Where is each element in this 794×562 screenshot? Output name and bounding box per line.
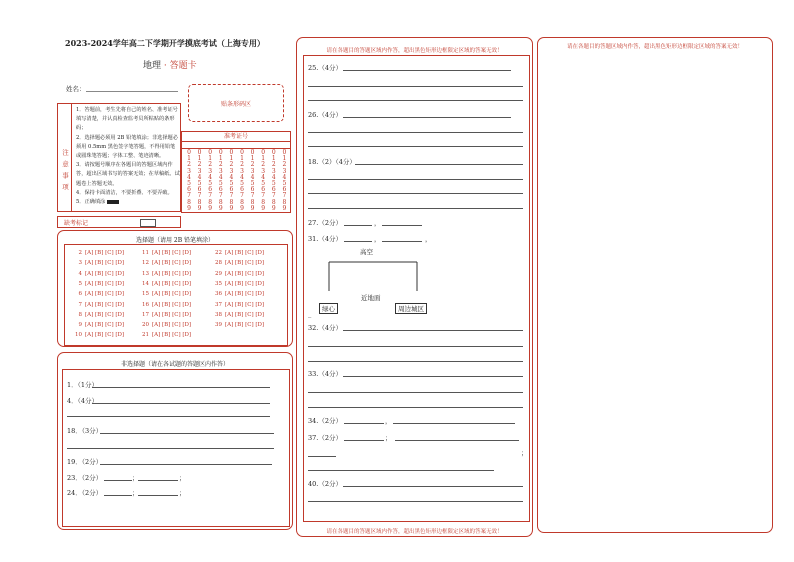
ticket-digit-bubble[interactable]: 5 — [282, 180, 287, 188]
ticket-digit-bubble[interactable]: 6 — [197, 186, 202, 194]
ticket-digit-bubble[interactable]: 1 — [218, 155, 223, 163]
notice-item: 1．答题前，考生先将自己的姓名、准考证号填写清楚，并认真检查监考员所粘贴的条形码； — [76, 107, 178, 132]
choice-options[interactable]: [A] [B] [C] [D] — [225, 311, 265, 318]
choice-row[interactable] — [70, 322, 124, 328]
ticket-digit-bubble[interactable]: 7 — [187, 192, 191, 200]
choice-number: 10 — [75, 332, 82, 339]
subject-dot: · — [163, 61, 167, 71]
ticket-digit-bubble[interactable]: 3 — [229, 167, 234, 175]
ticket-digit-bubble[interactable]: 1 — [240, 155, 244, 163]
ticket-digit-bubble[interactable]: 5 — [187, 180, 191, 188]
ticket-digit-bubble[interactable]: 5 — [229, 180, 234, 188]
answer-line[interactable] — [355, 164, 523, 165]
choice-number: 29 — [215, 270, 222, 277]
ticket-digit-bubble[interactable]: 5 — [271, 180, 276, 188]
middle-answer-panel — [296, 37, 533, 537]
ticket-digit-bubble[interactable]: 8 — [229, 198, 234, 206]
choice-number: 22 — [215, 250, 222, 256]
ticket-digit-column[interactable] — [184, 150, 194, 212]
choice-row[interactable] — [70, 281, 124, 287]
ticket-digit-bubble[interactable]: 0 — [208, 149, 213, 156]
ticket-digit-bubble[interactable]: 2 — [197, 161, 202, 169]
ticket-digit-column[interactable] — [195, 150, 205, 212]
choice-row[interactable] — [137, 281, 191, 287]
question-27: 27.（2分） — [308, 219, 342, 227]
ticket-digit-bubble[interactable]: 5 — [208, 180, 213, 188]
answer-blank[interactable] — [104, 495, 132, 496]
choice-options[interactable]: [A] [B] [C] [D] — [225, 301, 265, 308]
ticket-digit-bubble[interactable]: 6 — [250, 186, 255, 194]
choice-options[interactable]: [A] [B] [C] [D] — [85, 260, 125, 267]
choice-row[interactable] — [137, 291, 191, 297]
choice-options[interactable]: [A] [B] [C] [D] — [225, 250, 265, 256]
absent-mark-box — [57, 216, 181, 228]
answer-line[interactable] — [67, 416, 270, 417]
choice-number: 11 — [142, 250, 149, 256]
ticket-digit-bubble[interactable]: 8 — [261, 198, 266, 206]
ticket-digit-bubble[interactable]: 5 — [250, 180, 255, 188]
choice-number: 9 — [78, 322, 82, 329]
ticket-digit-bubble[interactable]: 9 — [218, 204, 223, 212]
answer-blank[interactable] — [138, 495, 178, 496]
ticket-digit-bubble[interactable]: 3 — [261, 167, 266, 175]
filled-sample-mark — [107, 200, 119, 204]
answer-line[interactable] — [343, 117, 511, 118]
ticket-digit-bubble[interactable]: 2 — [240, 161, 244, 169]
diagram-label-top: 高空 — [357, 247, 376, 256]
choice-row[interactable] — [137, 332, 191, 338]
ticket-digit-bubble[interactable]: 4 — [261, 173, 266, 181]
name-label: 姓名： — [66, 85, 86, 93]
answer-line[interactable] — [308, 132, 523, 133]
choice-number: 38 — [215, 311, 222, 318]
choice-section — [57, 230, 293, 347]
ticket-digit-bubble[interactable]: 9 — [229, 204, 234, 212]
ticket-digit-bubble[interactable]: 1 — [261, 155, 266, 163]
choice-options[interactable]: [A] [B] [C] [D] — [85, 280, 125, 287]
ticket-digit-bubble[interactable]: 0 — [282, 149, 287, 156]
ticket-digit-bubble[interactable]: 1 — [197, 155, 202, 163]
ticket-digit-bubble[interactable]: 6 — [240, 186, 244, 194]
answer-line[interactable] — [308, 361, 523, 362]
ticket-digit-bubble[interactable]: 8 — [271, 198, 276, 206]
ticket-digit-column[interactable] — [216, 150, 226, 212]
answer-line[interactable] — [308, 208, 523, 209]
choice-number: 6 — [78, 291, 82, 298]
answer-blank[interactable] — [382, 225, 422, 226]
question-25: 25.（4分） — [308, 64, 342, 72]
choice-row[interactable] — [210, 271, 264, 277]
answer-line[interactable] — [92, 387, 270, 388]
subject-label: 地理 — [143, 61, 162, 71]
diagram-dash: _ — [308, 310, 312, 318]
barcode-box — [188, 84, 284, 122]
answer-blank[interactable] — [104, 480, 132, 481]
choice-row[interactable] — [70, 291, 124, 297]
ticket-digit-bubble[interactable]: 6 — [271, 186, 276, 194]
ticket-digit-bubble[interactable]: 2 — [229, 161, 234, 169]
choice-number: 13 — [142, 270, 149, 277]
ticket-digit-bubble[interactable]: 7 — [197, 192, 202, 200]
diagram-label-right: 周边城区 — [395, 303, 427, 314]
choice-number: 17 — [142, 311, 149, 318]
choice-row[interactable] — [210, 302, 264, 308]
nonchoice-section — [57, 352, 293, 530]
question-23: 23．（2分） — [67, 474, 103, 482]
ticket-digit-column[interactable] — [237, 150, 247, 212]
choice-options[interactable]: [A] [B] [C] [D] — [225, 280, 265, 287]
ticket-digit-bubble[interactable]: 6 — [218, 186, 223, 194]
question-26: 26.（4分） — [308, 111, 342, 119]
choice-number: 28 — [215, 260, 222, 267]
ticket-digit-bubble[interactable]: 6 — [282, 186, 287, 194]
choice-row[interactable] — [210, 250, 264, 256]
choice-options[interactable]: [A] [B] [C] [D] — [152, 301, 192, 308]
answer-line[interactable] — [100, 433, 274, 434]
choice-row[interactable] — [70, 332, 124, 338]
choice-row[interactable] — [210, 322, 264, 328]
question-32: 32.（4分） — [308, 324, 342, 332]
question-1: 1．（1分） — [67, 381, 99, 389]
choice-row[interactable] — [137, 302, 191, 308]
choice-number: 36 — [215, 291, 222, 298]
answer-line[interactable] — [308, 501, 523, 502]
ticket-digit-bubble[interactable]: 8 — [250, 198, 255, 206]
choice-number: 37 — [215, 301, 222, 308]
answer-line[interactable] — [308, 470, 494, 471]
ticket-digit-bubble[interactable]: 7 — [240, 192, 244, 200]
ticket-digit-bubble[interactable]: 8 — [240, 198, 244, 206]
circulation-diagram — [317, 246, 437, 318]
ticket-digit-bubble[interactable]: 4 — [250, 173, 255, 181]
answer-line[interactable] — [343, 70, 511, 71]
ticket-digit-bubble[interactable]: 9 — [208, 204, 213, 212]
choice-options[interactable]: [A] [B] [C] [D] — [152, 260, 192, 267]
ticket-digit-bubble[interactable]: 9 — [187, 204, 191, 212]
choice-number: 3 — [78, 260, 82, 267]
absent-checkbox[interactable] — [140, 219, 156, 227]
notice-item: 4．保持卡面清洁，不要折叠、不要弄破。 — [76, 189, 173, 196]
ticket-digit-bubble[interactable]: 2 — [261, 161, 266, 169]
question-18: 18．（3分） — [67, 427, 103, 435]
right-answer-panel — [537, 37, 773, 533]
choice-row[interactable] — [137, 312, 191, 318]
ticket-digit-bubble[interactable]: 4 — [282, 173, 287, 181]
choice-number: 39 — [215, 322, 222, 329]
ticket-digit-bubble[interactable]: 3 — [208, 167, 213, 175]
exam-title: 2023-2024学年高二下学期开学摸底考试（上海专用） — [65, 38, 265, 48]
ticket-digit-bubble[interactable]: 8 — [208, 198, 213, 206]
ticket-digit-bubble[interactable]: 0 — [261, 149, 266, 156]
separator: ， — [425, 235, 432, 243]
ticket-digit-bubble[interactable]: 1 — [187, 155, 191, 163]
ticket-digit-bubble[interactable]: 3 — [271, 167, 276, 175]
answer-line[interactable] — [67, 448, 274, 449]
choice-options[interactable]: [A] [B] [C] [D] — [85, 270, 125, 277]
choice-options[interactable]: [A] [B] [C] [D] — [152, 250, 192, 256]
ticket-number-box — [181, 131, 291, 213]
choice-options[interactable]: [A] [B] [C] [D] — [152, 322, 192, 329]
ticket-digit-bubble[interactable]: 7 — [261, 192, 266, 200]
choice-options[interactable]: [A] [B] [C] [D] — [152, 311, 192, 318]
ticket-digit-bubble[interactable]: 1 — [208, 155, 213, 163]
notice-title: 注意事项 — [60, 104, 72, 211]
notice-item: 5．正确填涂 — [76, 198, 180, 207]
name-field[interactable] — [86, 91, 178, 92]
answer-line[interactable] — [308, 193, 523, 194]
ticket-digit-bubble[interactable]: 2 — [218, 161, 223, 169]
choice-number: 35 — [215, 280, 222, 287]
choice-number: 14 — [142, 280, 149, 287]
ticket-digit-bubble[interactable]: 2 — [208, 161, 213, 169]
ticket-digit-bubble[interactable]: 1 — [229, 155, 234, 163]
separator: ， — [385, 417, 392, 425]
answer-blank[interactable] — [395, 440, 519, 441]
ticket-digit-bubble[interactable]: 6 — [187, 186, 191, 194]
choice-options[interactable]: [A] [B] [C] [D] — [225, 291, 265, 298]
question-34: 34.（2分） — [308, 417, 342, 425]
separator: ； — [132, 489, 139, 497]
separator: ； — [385, 434, 392, 442]
choice-options[interactable]: [A] [B] [C] [D] — [225, 322, 265, 329]
ticket-digit-grid — [184, 150, 290, 212]
ticket-digit-column[interactable] — [279, 150, 289, 212]
ticket-digit-bubble[interactable]: 5 — [240, 180, 244, 188]
choice-number: 2 — [78, 250, 82, 256]
ticket-digit-bubble[interactable]: 3 — [240, 167, 244, 175]
answer-line[interactable] — [308, 346, 523, 347]
answer-blank[interactable] — [382, 241, 422, 242]
choice-options[interactable]: [A] [B] [C] [D] — [85, 332, 125, 339]
ticket-digit-bubble[interactable]: 7 — [282, 192, 287, 200]
question-18-2: 18.（2）（4分） — [308, 158, 356, 166]
ticket-digit-bubble[interactable]: 4 — [187, 173, 191, 181]
answer-line[interactable] — [343, 486, 523, 487]
choice-number: 21 — [142, 332, 149, 339]
choice-options[interactable]: [A] [B] [C] [D] — [85, 322, 125, 329]
notice-box — [57, 103, 181, 212]
ticket-digit-bubble[interactable]: 7 — [229, 192, 234, 200]
ticket-digit-bubble[interactable]: 0 — [197, 149, 202, 156]
answer-blank[interactable] — [138, 480, 178, 481]
ticket-digit-bubble[interactable]: 1 — [271, 155, 276, 163]
ticket-digit-bubble[interactable]: 7 — [218, 192, 223, 200]
choice-number: 15 — [142, 291, 149, 298]
question-40: 40.（2分） — [308, 480, 342, 488]
choice-number: 5 — [78, 280, 82, 287]
ticket-digit-bubble[interactable]: 8 — [282, 198, 287, 206]
ticket-digit-bubble[interactable]: 0 — [240, 149, 244, 156]
answer-line[interactable] — [343, 330, 523, 331]
barcode-label: 贴条形码区 — [220, 101, 251, 108]
choice-row[interactable] — [137, 271, 191, 277]
ticket-digit-bubble[interactable]: 4 — [271, 173, 276, 181]
choice-row[interactable] — [137, 260, 191, 266]
ticket-digit-bubble[interactable]: 4 — [208, 173, 213, 181]
ticket-digit-bubble[interactable]: 2 — [187, 161, 191, 169]
ticket-digit-bubble[interactable]: 9 — [282, 204, 287, 212]
ticket-number-title: 准考证号 — [182, 132, 290, 142]
answer-line[interactable] — [343, 376, 523, 377]
ticket-digit-bubble[interactable]: 0 — [271, 149, 276, 156]
notice-items — [76, 106, 180, 207]
middle-warning-bottom: 请在各题目的答题区域内作答，超出黑色矩形边框限定区域的答案无效！ — [326, 529, 503, 535]
choice-row[interactable] — [210, 291, 264, 297]
ticket-digit-bubble[interactable]: 2 — [250, 161, 255, 169]
answer-line[interactable] — [308, 146, 523, 147]
ticket-digit-bubble[interactable]: 5 — [197, 180, 202, 188]
card-type-label: 答题卡 — [169, 61, 197, 71]
ticket-digit-bubble[interactable]: 9 — [250, 204, 255, 212]
question-19: 19．（2分） — [67, 458, 103, 466]
choice-options[interactable]: [A] [B] [C] [D] — [85, 291, 125, 298]
ticket-digit-bubble[interactable]: 2 — [282, 161, 287, 169]
ticket-digit-bubble[interactable]: 0 — [218, 149, 223, 156]
ticket-digit-bubble[interactable]: 7 — [271, 192, 276, 200]
ticket-digit-bubble[interactable]: 3 — [282, 167, 287, 175]
ticket-digit-bubble[interactable]: 3 — [250, 167, 255, 175]
choice-row[interactable] — [210, 312, 264, 318]
ticket-digit-column[interactable] — [205, 150, 215, 212]
separator: ， — [374, 219, 381, 227]
choice-title: 选择题（请用 2B 铅笔填涂） — [135, 237, 215, 244]
ticket-digit-bubble[interactable]: 4 — [218, 173, 223, 181]
question-31: 31.（4分） — [308, 235, 342, 243]
choice-number: 16 — [142, 301, 149, 308]
ticket-digit-bubble[interactable]: 8 — [218, 198, 223, 206]
answer-blank[interactable] — [344, 225, 372, 226]
choice-row[interactable] — [210, 260, 264, 266]
absent-label: 缺考标记 — [64, 220, 89, 227]
choice-options[interactable]: [A] [B] [C] [D] — [85, 250, 125, 256]
right-warning: 请在各题目的答题区域内作答，超出黑色矩形边框限定区域的答案无效！ — [566, 44, 743, 50]
choice-number: 4 — [78, 270, 82, 277]
ticket-digit-bubble[interactable]: 8 — [187, 198, 191, 206]
separator: ； — [179, 489, 186, 497]
question-37: 37.（2分） — [308, 434, 342, 442]
choice-row[interactable] — [70, 271, 124, 277]
choice-options[interactable]: [A] [B] [C] [D] — [225, 270, 265, 277]
ticket-write-row[interactable] — [182, 141, 290, 149]
choice-options[interactable]: [A] [B] [C] [D] — [85, 301, 125, 308]
choice-options[interactable]: [A] [B] [C] [D] — [152, 291, 192, 298]
ticket-digit-bubble[interactable]: 0 — [250, 149, 255, 156]
ticket-digit-bubble[interactable]: 3 — [218, 167, 223, 175]
separator: ， — [374, 235, 381, 243]
choice-number: 20 — [142, 322, 149, 329]
answer-line[interactable] — [308, 392, 523, 393]
ticket-digit-bubble[interactable]: 3 — [187, 167, 191, 175]
answer-blank[interactable] — [344, 241, 372, 242]
choice-row[interactable] — [210, 281, 264, 287]
ticket-digit-bubble[interactable]: 4 — [197, 173, 202, 181]
ticket-digit-bubble[interactable]: 9 — [197, 204, 202, 212]
diagram-label-left: 绿心 — [319, 303, 338, 314]
ticket-digit-bubble[interactable]: 5 — [218, 180, 223, 188]
middle-warning-top: 请在各题目的答题区域内作答，超出黑色矩形边框限定区域的答案无效！ — [326, 48, 503, 54]
choice-number: 7 — [78, 301, 82, 308]
ticket-digit-bubble[interactable]: 6 — [261, 186, 266, 194]
answer-line[interactable] — [308, 407, 523, 408]
choice-number: 12 — [142, 260, 149, 267]
ticket-digit-bubble[interactable]: 2 — [271, 161, 276, 169]
question-33: 33.（4分） — [308, 370, 342, 378]
ticket-digit-bubble[interactable]: 3 — [197, 167, 202, 175]
separator: ； — [132, 474, 139, 482]
ticket-digit-bubble[interactable]: 4 — [229, 173, 234, 181]
choice-options[interactable]: [A] [B] [C] [D] — [152, 280, 192, 287]
choice-options[interactable]: [A] [B] [C] [D] — [225, 260, 265, 267]
ticket-digit-column[interactable] — [248, 150, 258, 212]
ticket-digit-bubble[interactable]: 1 — [282, 155, 287, 163]
separator: ； — [521, 449, 528, 457]
separator: ； — [179, 474, 186, 482]
ticket-digit-bubble[interactable]: 0 — [187, 149, 191, 156]
choice-options[interactable]: [A] [B] [C] [D] — [152, 332, 192, 339]
answer-blank[interactable] — [393, 423, 515, 424]
diagram-label-middle: 近地面 — [361, 294, 381, 302]
ticket-digit-bubble[interactable]: 6 — [229, 186, 234, 194]
choice-row[interactable] — [137, 322, 191, 328]
ticket-digit-bubble[interactable]: 6 — [208, 186, 213, 194]
choice-options[interactable]: [A] [B] [C] [D] — [152, 270, 192, 277]
ticket-digit-bubble[interactable]: 1 — [250, 155, 255, 163]
ticket-digit-column[interactable] — [258, 150, 268, 212]
answer-blank[interactable] — [308, 456, 336, 457]
ticket-digit-column[interactable] — [226, 150, 236, 212]
ticket-digit-bubble[interactable]: 9 — [240, 204, 244, 212]
answer-line[interactable] — [308, 100, 523, 101]
answer-blank[interactable] — [344, 440, 384, 441]
choice-row[interactable] — [70, 250, 124, 256]
choice-number: 8 — [78, 311, 82, 318]
ticket-digit-bubble[interactable]: 8 — [197, 198, 202, 206]
answer-line[interactable] — [308, 86, 523, 87]
choice-options[interactable]: [A] [B] [C] [D] — [85, 311, 125, 318]
notice-item: 2．选择题必须用 2B 铅笔填涂；非选择题必须用 0.5mm 黑色签字笔答题，不得用铅笔或圆珠笔答题；字体工整、笔迹清晰。 — [76, 134, 178, 160]
ticket-digit-bubble[interactable]: 9 — [271, 204, 276, 212]
choice-row[interactable] — [70, 312, 124, 318]
choice-row[interactable] — [137, 250, 191, 256]
question-24: 24．（2分） — [67, 489, 103, 497]
question-4: 4．（4分） — [67, 397, 99, 405]
notice-item: 3．请按题号顺序在各题目的答题区域内作答，超出区域书写的答案无效；在草稿纸、试题卷上答题无效。 — [76, 162, 180, 187]
ticket-digit-column[interactable] — [269, 150, 279, 212]
answer-line[interactable] — [92, 403, 270, 404]
subject-heading — [143, 58, 197, 71]
nonchoice-title: 非选择题（请在各试题的答题区内作答） — [120, 361, 229, 368]
ticket-digit-bubble[interactable]: 7 — [250, 192, 255, 200]
choice-row[interactable] — [70, 302, 124, 308]
answer-blank[interactable] — [344, 423, 384, 424]
ticket-digit-bubble[interactable]: 0 — [229, 149, 234, 156]
ticket-digit-bubble[interactable]: 4 — [240, 173, 244, 181]
answer-line[interactable] — [308, 179, 523, 180]
ticket-digit-bubble[interactable]: 7 — [208, 192, 213, 200]
ticket-digit-bubble[interactable]: 5 — [261, 180, 266, 188]
choice-row[interactable] — [70, 260, 124, 266]
answer-line[interactable] — [100, 464, 272, 465]
ticket-digit-bubble[interactable]: 9 — [261, 204, 266, 212]
